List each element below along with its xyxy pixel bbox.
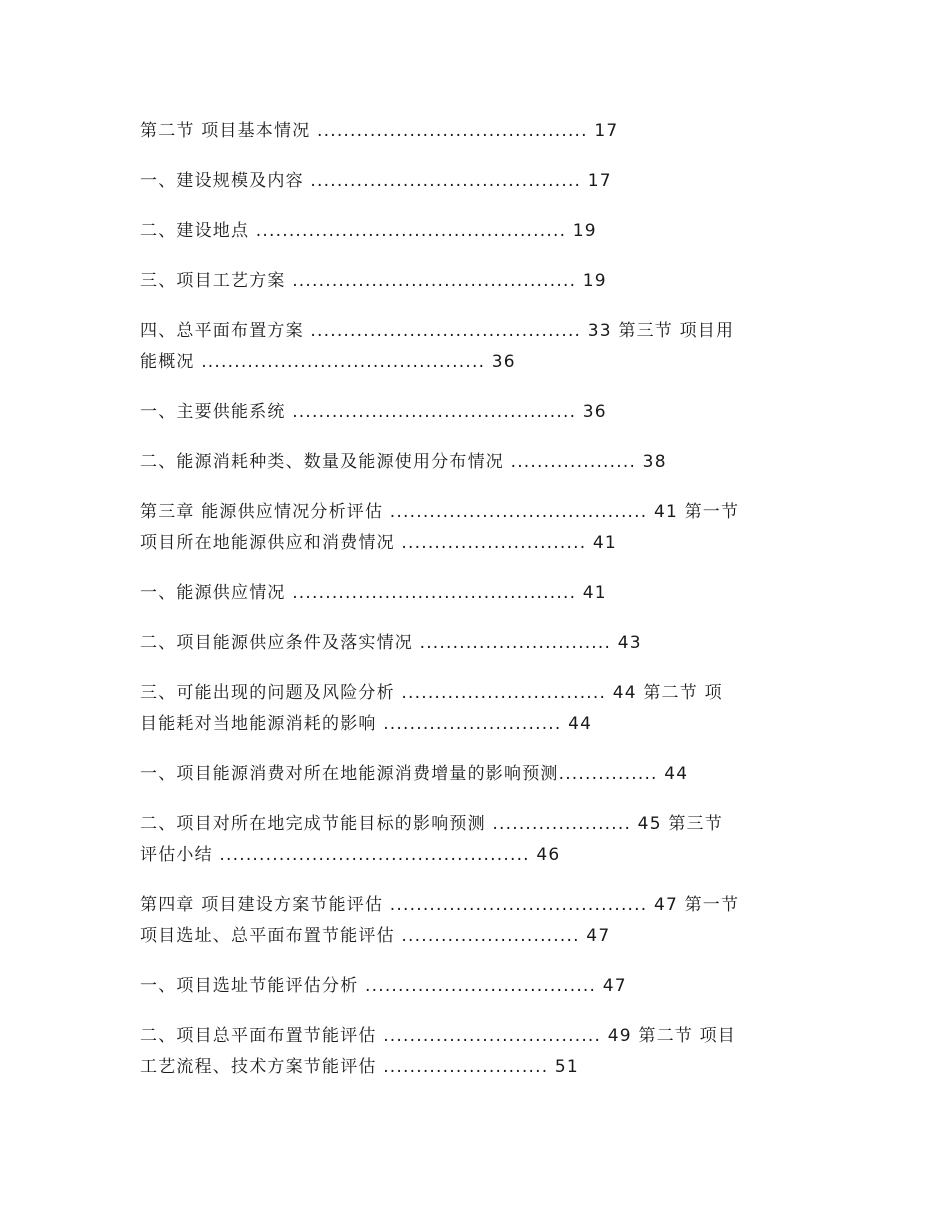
toc-entry[interactable] [140, 447, 810, 478]
toc-entry[interactable] [140, 890, 810, 952]
toc-entry-line: 三、项目工艺方案 ........................................... 19 [140, 271, 607, 291]
toc-entry[interactable] [140, 1021, 810, 1083]
toc-entry-line: 第四章 项目建设方案节能评估 ....................................... 47 第一节 [140, 895, 740, 915]
toc-entry-line: 二、建设地点 ............................................... 19 [140, 221, 597, 241]
toc-entry[interactable] [140, 809, 810, 871]
toc-entry-line: 三、可能出现的问题及风险分析 ............................... 44 第二节 项 [140, 683, 723, 703]
toc-entry-line: 第二节 项目基本情况 ......................................... 17 [140, 121, 619, 141]
toc-entry[interactable] [140, 166, 810, 197]
toc-entry-line: 能概况 ........................................... 36 [140, 352, 516, 372]
toc-entry-line: 一、项目能源消费对所在地能源消费增量的影响预测............... 44 [140, 764, 689, 784]
toc-entry[interactable] [140, 216, 810, 247]
toc-entry[interactable] [140, 316, 810, 378]
toc-entry-line: 二、项目能源供应条件及落实情况 ............................. 43 [140, 633, 642, 653]
toc-entry[interactable] [140, 578, 810, 609]
toc-entry-line: 一、建设规模及内容 ......................................... 17 [140, 171, 612, 191]
toc-entry-line: 二、项目总平面布置节能评估 ................................. 49 第二节 项目 [140, 1026, 736, 1046]
toc-entry-line: 四、总平面布置方案 ......................................... 33 第三节 项目用 [140, 321, 735, 341]
toc-entry-line: 第三章 能源供应情况分析评估 ....................................... 41 第一节 [140, 502, 740, 522]
toc-entry[interactable] [140, 266, 810, 297]
toc-entry-line: 项目选址、总平面布置节能评估 ........................... 47 [140, 926, 611, 946]
toc-entry[interactable] [140, 116, 810, 147]
toc-entry[interactable] [140, 628, 810, 659]
toc-entry[interactable] [140, 497, 810, 559]
toc-entry-line: 一、项目选址节能评估分析 ................................... 47 [140, 976, 627, 996]
toc-entry[interactable] [140, 678, 810, 740]
toc-entry-line: 项目所在地能源供应和消费情况 ............................ 41 [140, 533, 617, 553]
toc-entry-line: 工艺流程、技术方案节能评估 ......................... 51 [140, 1057, 579, 1077]
toc-entry-line: 一、能源供应情况 ........................................... 41 [140, 583, 607, 603]
table-of-contents [140, 116, 810, 1102]
toc-entry-line: 评估小结 ............................................... 46 [140, 845, 561, 865]
toc-entry[interactable] [140, 759, 810, 790]
toc-entry[interactable] [140, 397, 810, 428]
toc-entry[interactable] [140, 971, 810, 1002]
toc-entry-line: 一、主要供能系统 ........................................... 36 [140, 402, 607, 422]
toc-entry-line: 二、项目对所在地完成节能目标的影响预测 ..................... 45 第三节 [140, 814, 723, 834]
toc-entry-line: 二、能源消耗种类、数量及能源使用分布情况 ................... 38 [140, 452, 667, 472]
toc-entry-line: 目能耗对当地能源消耗的影响 ........................... 44 [140, 714, 593, 734]
